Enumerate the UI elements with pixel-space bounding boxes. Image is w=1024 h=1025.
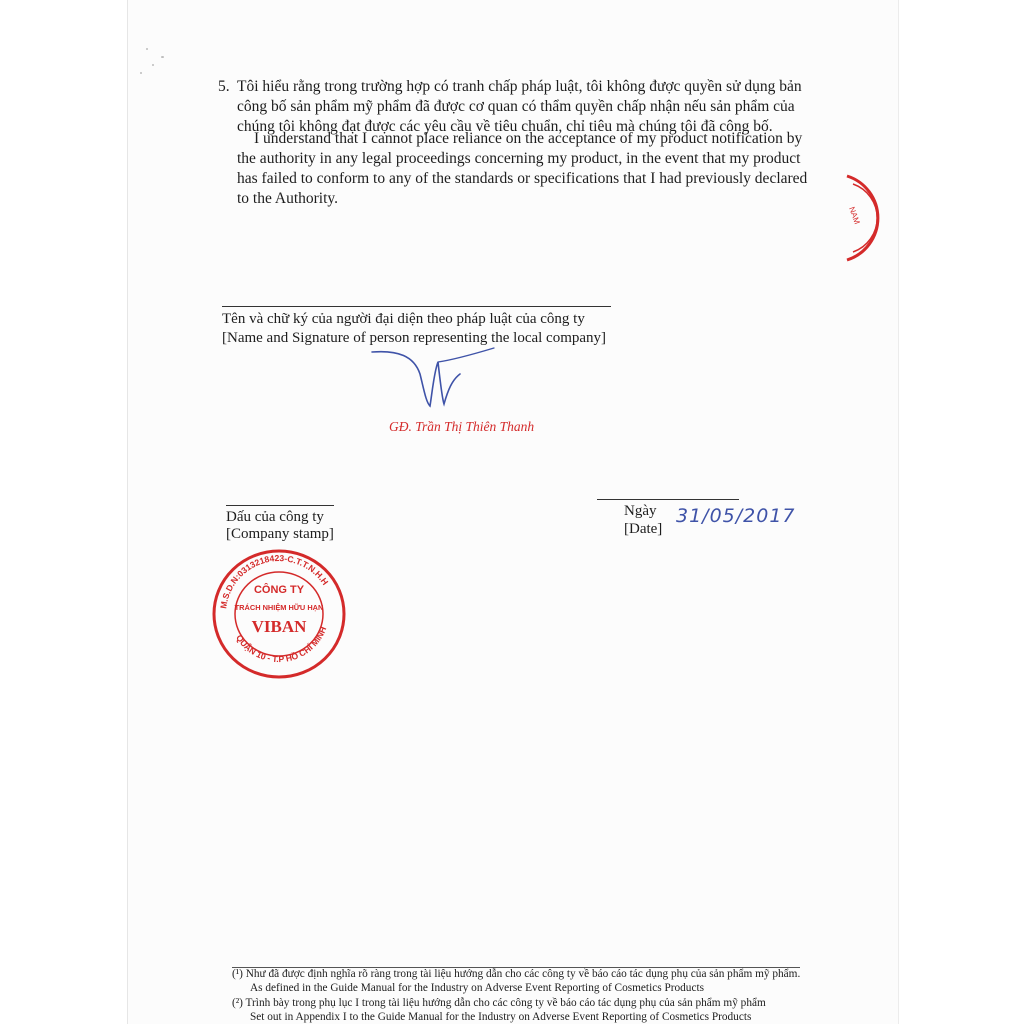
footnote-marker: (²)	[232, 997, 243, 1009]
scan-speck	[152, 64, 154, 66]
scan-speck	[161, 56, 164, 58]
stamp-label-en: [Company stamp]	[226, 526, 334, 542]
stamp-label-vi: Dấu của công ty	[226, 509, 324, 525]
clause-vi-line: công bố sản phẩm mỹ phẩm đã được cơ quan có thẩm quyền chấp nhận nếu sản phẩm của	[237, 98, 795, 115]
partial-stamp-edge	[835, 172, 875, 264]
stamp-middle-text: TRÁCH NHIỆM HỮU HẠN	[234, 603, 324, 612]
stamp-line	[226, 505, 334, 506]
date-value: 31/05/2017	[676, 505, 796, 527]
signature-label-en: [Name and Signature of person representing the local company]	[222, 330, 607, 346]
stamp-company-name: VIBAN	[251, 617, 307, 636]
footnote-1-en: As defined in the Guide Manual for the Industry on Adverse Event Reporting of Cosmetics Products	[250, 982, 704, 994]
signer-name: GĐ. Trần Thị Thiên Thanh	[389, 419, 535, 434]
clause-en-line: the authority in any legal proceedings concerning my product, in the event that my product	[237, 150, 801, 167]
date-label-en: [Date]	[624, 521, 663, 537]
clause-vi-line: chúng tôi không đạt được các yêu cầu về tiêu chuẩn, chỉ tiêu mà chúng tôi đã công bố.	[237, 118, 773, 135]
date-label-vi: Ngày	[624, 503, 657, 519]
clause-5-number: 5.	[218, 78, 230, 95]
signature-label-vi: Tên và chữ ký của người đại diện theo pháp luật của công ty	[222, 311, 585, 327]
footnote-2	[232, 997, 766, 1011]
footnote-1	[232, 968, 800, 982]
scan-speck	[140, 72, 142, 74]
footnote-text-vi: Như đã được định nghĩa rõ ràng trong tài liệu hướng dẫn cho các công ty về báo cáo tác dụng phụ của sản phẩm mỹ phẩm.	[245, 968, 801, 980]
svg-text:NAM: NAM	[847, 205, 862, 226]
stamp-ring-bottom: QUẬN 10 - T.P HỒ CHÍ MINH	[234, 625, 329, 665]
footnote-text-vi: Trình bày trong phụ lục I trong tài liệu hướng dẫn cho các công ty về báo cáo tác dụng phụ của sản phẩm mỹ phẩm	[245, 997, 766, 1009]
clause-5-english	[237, 129, 807, 209]
stamp-top-text: CÔNG TY	[253, 584, 305, 596]
footnote-2-en: Set out in Appendix I to the Guide Manual for the Industry on Adverse Event Reporting of Cosmetics Products	[250, 1011, 752, 1023]
clause-en-line: has failed to conform to any of the standards or specifications that I had previously declared	[237, 170, 808, 187]
clause-en-line: to the Authority.	[237, 190, 339, 207]
footnote-marker: (¹)	[232, 968, 243, 980]
handwritten-signature	[368, 340, 498, 420]
stamp-ring-top: M.S.D.N:0313218423-C.T.T.N.H.H	[218, 552, 331, 610]
clause-en-line: I understand that I cannot place reliance on the acceptance of my product notification by	[254, 130, 803, 147]
company-stamp	[210, 548, 348, 680]
clause-5-vietnamese	[237, 77, 802, 137]
clause-vi-line: Tôi hiểu rằng trong trường hợp có tranh chấp pháp luật, tôi không được quyền sử dụng bản	[237, 78, 802, 95]
signature-line	[222, 306, 611, 307]
scan-speck	[146, 48, 148, 50]
date-line	[597, 499, 739, 500]
